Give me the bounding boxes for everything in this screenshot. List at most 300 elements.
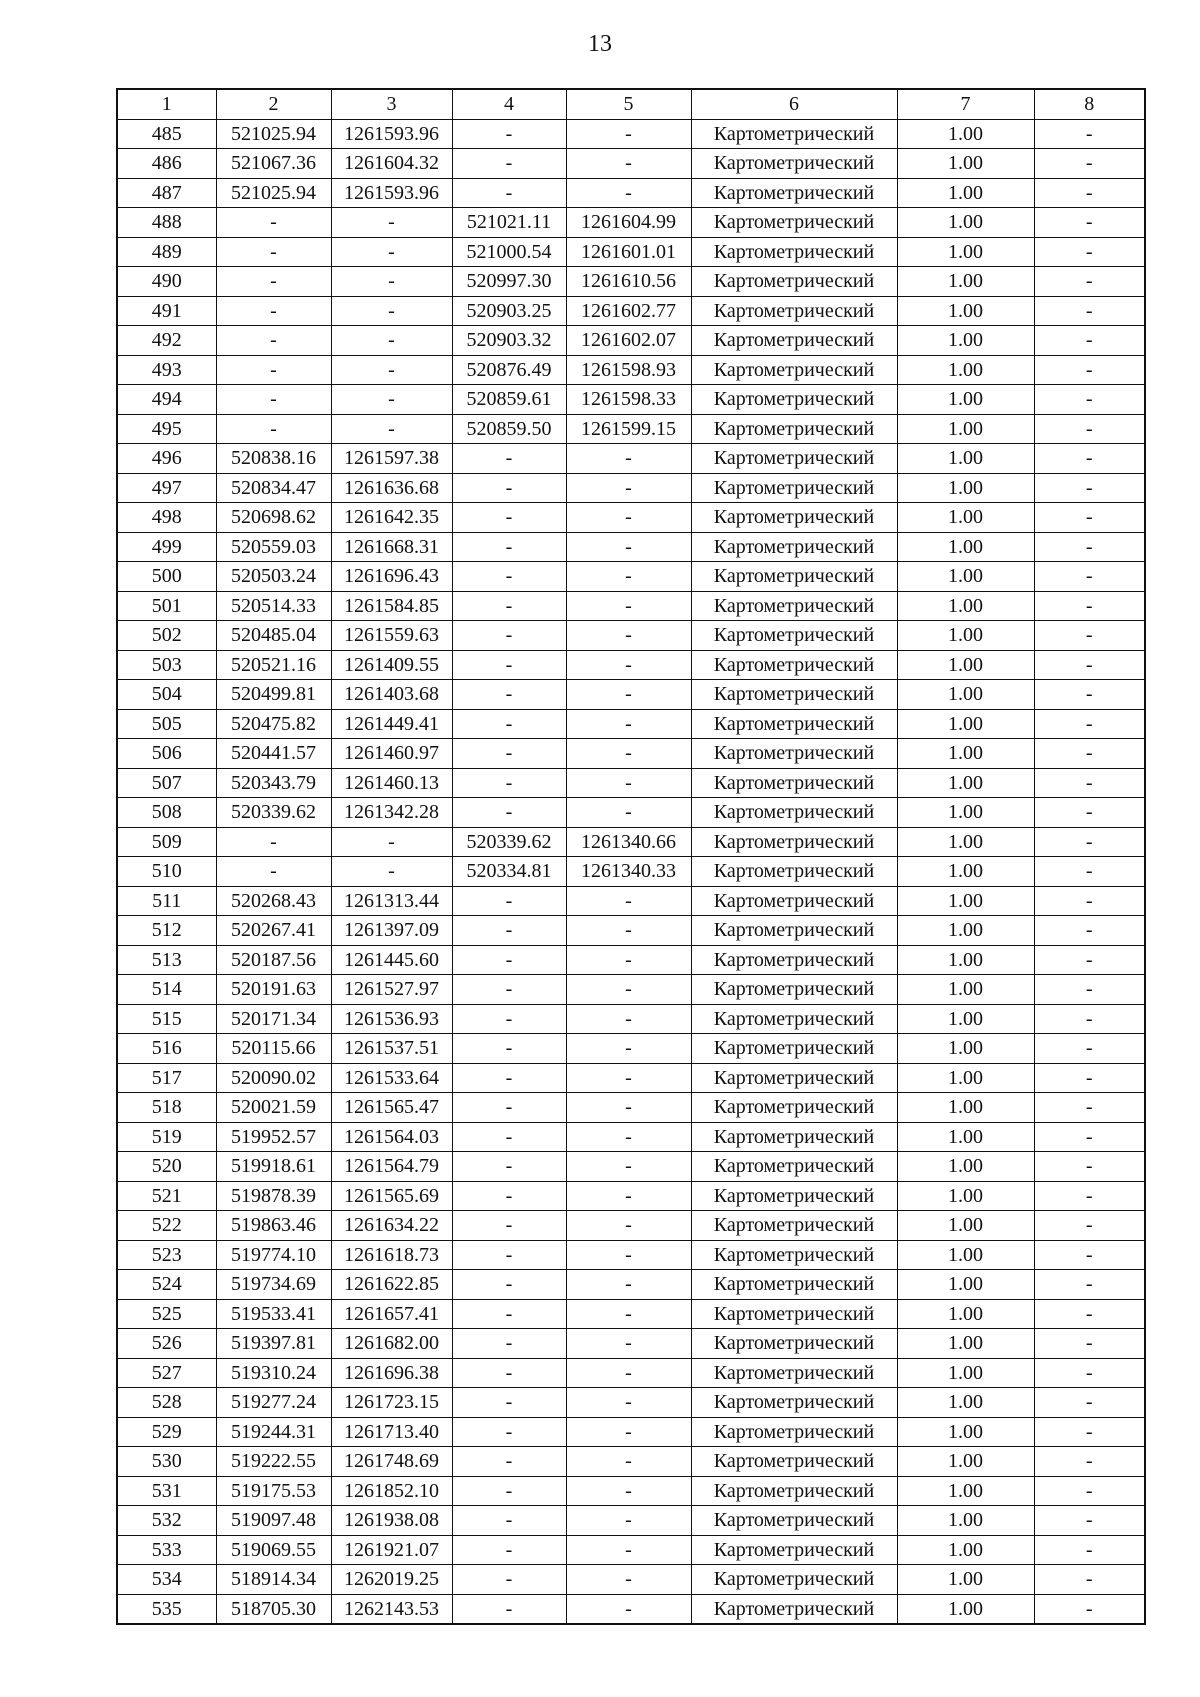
x-cell: 519175.53 [216,1476,331,1506]
y-new-cell: - [566,1535,691,1565]
x-new-cell: 520903.32 [452,326,566,356]
description-cell: - [1034,414,1145,444]
table-row [117,1211,1145,1241]
accuracy-cell: 1.00 [897,1565,1034,1595]
method-cell: Картометрический [691,355,897,385]
method-cell: Картометрический [691,444,897,474]
table-row [117,857,1145,887]
point-number-cell: 495 [117,414,216,444]
description-cell: - [1034,119,1145,149]
point-number-cell: 534 [117,1565,216,1595]
point-number-cell: 502 [117,621,216,651]
y-new-cell: - [566,1417,691,1447]
y-new-cell: - [566,1122,691,1152]
x-cell: 519878.39 [216,1181,331,1211]
y-new-cell: - [566,1506,691,1536]
x-cell: 519277.24 [216,1388,331,1418]
y-cell: 1261748.69 [331,1447,452,1477]
point-number-cell: 518 [117,1093,216,1123]
header-row [117,89,1145,119]
table-row [117,1093,1145,1123]
table-row [117,149,1145,179]
point-number-cell: 501 [117,591,216,621]
method-cell: Картометрический [691,709,897,739]
table-row [117,916,1145,946]
page-number: 13 [588,31,612,57]
description-cell: - [1034,1152,1145,1182]
y-new-cell: 1261610.56 [566,267,691,297]
x-cell: 520698.62 [216,503,331,533]
point-number-cell: 515 [117,1004,216,1034]
point-number-cell: 496 [117,444,216,474]
method-cell: Картометрический [691,1565,897,1595]
x-new-cell: - [452,1565,566,1595]
table-row [117,591,1145,621]
x-cell: 520343.79 [216,768,331,798]
accuracy-cell: 1.00 [897,1122,1034,1152]
description-cell: - [1034,267,1145,297]
table-row [117,326,1145,356]
method-cell: Картометрический [691,1388,897,1418]
table-row [117,1329,1145,1359]
y-new-cell: - [566,916,691,946]
y-cell: 1261593.96 [331,178,452,208]
x-new-cell: - [452,886,566,916]
y-cell: 1261642.35 [331,503,452,533]
table-row [117,1506,1145,1536]
table-row [117,1594,1145,1624]
description-cell: - [1034,621,1145,651]
x-new-cell: - [452,1506,566,1536]
description-cell: - [1034,1388,1145,1418]
y-cell: 1261403.68 [331,680,452,710]
y-cell: 1261713.40 [331,1417,452,1447]
y-cell: 1261527.97 [331,975,452,1005]
description-cell: - [1034,1506,1145,1536]
description-cell: - [1034,1093,1145,1123]
x-cell: - [216,237,331,267]
x-new-cell: 521021.11 [452,208,566,238]
x-new-cell: 520859.50 [452,414,566,444]
x-new-cell: - [452,1594,566,1624]
description-cell: - [1034,385,1145,415]
accuracy-cell: 1.00 [897,503,1034,533]
description-cell: - [1034,1476,1145,1506]
x-new-cell: - [452,1240,566,1270]
table-row [117,178,1145,208]
x-new-cell: - [452,916,566,946]
y-new-cell: - [566,709,691,739]
table-row [117,975,1145,1005]
method-cell: Картометрический [691,857,897,887]
description-cell: - [1034,1181,1145,1211]
method-cell: Картометрический [691,827,897,857]
description-cell: - [1034,1240,1145,1270]
description-cell: - [1034,1447,1145,1477]
method-cell: Картометрический [691,1447,897,1477]
method-cell: Картометрический [691,1240,897,1270]
x-new-cell: - [452,1388,566,1418]
y-new-cell: - [566,149,691,179]
y-new-cell: - [566,1063,691,1093]
x-cell: 519918.61 [216,1152,331,1182]
description-cell: - [1034,503,1145,533]
table-row [117,1417,1145,1447]
method-cell: Картометрический [691,119,897,149]
table-row [117,1447,1145,1477]
table-row [117,267,1145,297]
method-cell: Картометрический [691,562,897,592]
point-number-cell: 493 [117,355,216,385]
accuracy-cell: 1.00 [897,1211,1034,1241]
x-new-cell: - [452,1004,566,1034]
y-cell: 1261668.31 [331,532,452,562]
x-new-cell: - [452,503,566,533]
description-cell: - [1034,208,1145,238]
x-cell: 520441.57 [216,739,331,769]
table-row [117,1004,1145,1034]
point-number-cell: 528 [117,1388,216,1418]
accuracy-cell: 1.00 [897,827,1034,857]
y-cell: 1261584.85 [331,591,452,621]
accuracy-cell: 1.00 [897,591,1034,621]
x-cell: 520090.02 [216,1063,331,1093]
x-new-cell: - [452,1211,566,1241]
accuracy-cell: 1.00 [897,1063,1034,1093]
column-header-6: 6 [691,89,897,119]
point-number-cell: 510 [117,857,216,887]
table-row [117,1388,1145,1418]
x-new-cell: - [452,709,566,739]
y-cell: - [331,414,452,444]
point-number-cell: 508 [117,798,216,828]
accuracy-cell: 1.00 [897,326,1034,356]
point-number-cell: 513 [117,945,216,975]
x-cell: - [216,827,331,857]
x-new-cell: - [452,650,566,680]
accuracy-cell: 1.00 [897,1181,1034,1211]
table-row [117,650,1145,680]
method-cell: Картометрический [691,473,897,503]
y-new-cell: 1261598.33 [566,385,691,415]
y-new-cell: - [566,1447,691,1477]
x-new-cell: - [452,149,566,179]
y-new-cell: - [566,1240,691,1270]
method-cell: Картометрический [691,1034,897,1064]
accuracy-cell: 1.00 [897,149,1034,179]
x-cell: 520838.16 [216,444,331,474]
y-new-cell: - [566,945,691,975]
table-row [117,1122,1145,1152]
accuracy-cell: 1.00 [897,945,1034,975]
coordinates-table [116,88,1146,1625]
accuracy-cell: 1.00 [897,208,1034,238]
x-new-cell: - [452,975,566,1005]
y-cell: 1261696.43 [331,562,452,592]
y-cell: 1261938.08 [331,1506,452,1536]
point-number-cell: 520 [117,1152,216,1182]
x-new-cell: - [452,1417,566,1447]
description-cell: - [1034,1034,1145,1064]
x-new-cell: - [452,1447,566,1477]
table-row [117,886,1145,916]
x-new-cell: - [452,945,566,975]
x-cell: 519533.41 [216,1299,331,1329]
y-cell: - [331,326,452,356]
method-cell: Картометрический [691,237,897,267]
x-cell: 520521.16 [216,650,331,680]
description-cell: - [1034,1594,1145,1624]
table-row [117,355,1145,385]
description-cell: - [1034,1063,1145,1093]
x-new-cell: - [452,1093,566,1123]
point-number-cell: 491 [117,296,216,326]
method-cell: Картометрический [691,739,897,769]
y-new-cell: - [566,591,691,621]
y-cell: 1261533.64 [331,1063,452,1093]
y-new-cell: - [566,1565,691,1595]
y-cell: 1261618.73 [331,1240,452,1270]
method-cell: Картометрический [691,798,897,828]
x-cell: 520514.33 [216,591,331,621]
y-cell: 1261564.03 [331,1122,452,1152]
accuracy-cell: 1.00 [897,1506,1034,1536]
y-new-cell: - [566,739,691,769]
description-cell: - [1034,296,1145,326]
x-new-cell: 520876.49 [452,355,566,385]
y-cell: 1261622.85 [331,1270,452,1300]
x-new-cell: 520859.61 [452,385,566,415]
x-new-cell: - [452,680,566,710]
y-new-cell: 1261602.07 [566,326,691,356]
point-number-cell: 512 [117,916,216,946]
method-cell: Картометрический [691,916,897,946]
point-number-cell: 494 [117,385,216,415]
table-row [117,1565,1145,1595]
method-cell: Картометрический [691,1506,897,1536]
method-cell: Картометрический [691,1004,897,1034]
point-number-cell: 514 [117,975,216,1005]
point-number-cell: 533 [117,1535,216,1565]
method-cell: Картометрический [691,1181,897,1211]
x-new-cell: - [452,532,566,562]
x-new-cell: - [452,1034,566,1064]
x-new-cell: 520997.30 [452,267,566,297]
method-cell: Картометрический [691,1299,897,1329]
y-cell: 1261682.00 [331,1329,452,1359]
x-new-cell: - [452,1270,566,1300]
description-cell: - [1034,473,1145,503]
y-cell: 1261397.09 [331,916,452,946]
y-cell: 1261559.63 [331,621,452,651]
x-new-cell: - [452,1063,566,1093]
description-cell: - [1034,1211,1145,1241]
point-number-cell: 530 [117,1447,216,1477]
y-new-cell: - [566,1476,691,1506]
x-new-cell: - [452,1152,566,1182]
x-cell: - [216,385,331,415]
table-row [117,1535,1145,1565]
y-new-cell: - [566,473,691,503]
description-cell: - [1034,1004,1145,1034]
table-row [117,1270,1145,1300]
x-new-cell: - [452,1535,566,1565]
method-cell: Картометрический [691,680,897,710]
method-cell: Картометрический [691,267,897,297]
accuracy-cell: 1.00 [897,1417,1034,1447]
point-number-cell: 532 [117,1506,216,1536]
description-cell: - [1034,1565,1145,1595]
accuracy-cell: 1.00 [897,385,1034,415]
accuracy-cell: 1.00 [897,1388,1034,1418]
y-new-cell: 1261340.66 [566,827,691,857]
accuracy-cell: 1.00 [897,709,1034,739]
y-new-cell: 1261340.33 [566,857,691,887]
method-cell: Картометрический [691,975,897,1005]
x-new-cell: - [452,1122,566,1152]
point-number-cell: 525 [117,1299,216,1329]
point-number-cell: 517 [117,1063,216,1093]
y-cell: 1262143.53 [331,1594,452,1624]
method-cell: Картометрический [691,768,897,798]
y-cell: 1261696.38 [331,1358,452,1388]
accuracy-cell: 1.00 [897,414,1034,444]
x-cell: 521025.94 [216,119,331,149]
table-row [117,385,1145,415]
x-cell: 520339.62 [216,798,331,828]
table-row [117,473,1145,503]
y-cell: 1261657.41 [331,1299,452,1329]
y-new-cell: - [566,1093,691,1123]
description-cell: - [1034,827,1145,857]
method-cell: Картометрический [691,1476,897,1506]
method-cell: Картометрический [691,178,897,208]
description-cell: - [1034,916,1145,946]
point-number-cell: 492 [117,326,216,356]
point-number-cell: 523 [117,1240,216,1270]
y-new-cell: - [566,798,691,828]
table-row [117,532,1145,562]
table-row [117,1240,1145,1270]
table-row [117,1476,1145,1506]
y-cell: 1261921.07 [331,1535,452,1565]
y-new-cell: - [566,975,691,1005]
x-cell: 521025.94 [216,178,331,208]
method-cell: Картометрический [691,1211,897,1241]
y-new-cell: - [566,680,691,710]
x-cell: 520021.59 [216,1093,331,1123]
x-cell: 518705.30 [216,1594,331,1624]
y-new-cell: - [566,562,691,592]
accuracy-cell: 1.00 [897,650,1034,680]
y-cell: - [331,385,452,415]
accuracy-cell: 1.00 [897,1034,1034,1064]
x-new-cell: - [452,621,566,651]
y-cell: 1261565.69 [331,1181,452,1211]
x-cell: 519952.57 [216,1122,331,1152]
description-cell: - [1034,945,1145,975]
point-number-cell: 499 [117,532,216,562]
x-new-cell: - [452,1476,566,1506]
x-new-cell: - [452,739,566,769]
method-cell: Картометрический [691,945,897,975]
accuracy-cell: 1.00 [897,916,1034,946]
y-new-cell: - [566,1034,691,1064]
point-number-cell: 490 [117,267,216,297]
point-number-cell: 506 [117,739,216,769]
x-new-cell: - [452,178,566,208]
y-new-cell: - [566,119,691,149]
accuracy-cell: 1.00 [897,739,1034,769]
x-new-cell: - [452,119,566,149]
y-new-cell: 1261601.01 [566,237,691,267]
accuracy-cell: 1.00 [897,975,1034,1005]
table-row [117,296,1145,326]
column-header-4: 4 [452,89,566,119]
y-new-cell: - [566,886,691,916]
point-number-cell: 489 [117,237,216,267]
method-cell: Картометрический [691,650,897,680]
method-cell: Картометрический [691,149,897,179]
x-new-cell: - [452,562,566,592]
table-row [117,798,1145,828]
accuracy-cell: 1.00 [897,119,1034,149]
method-cell: Картометрический [691,886,897,916]
x-cell: 519097.48 [216,1506,331,1536]
table-row [117,414,1145,444]
accuracy-cell: 1.00 [897,1594,1034,1624]
y-new-cell: - [566,1388,691,1418]
description-cell: - [1034,975,1145,1005]
accuracy-cell: 1.00 [897,1329,1034,1359]
x-new-cell: - [452,1329,566,1359]
method-cell: Картометрический [691,591,897,621]
x-cell: 520475.82 [216,709,331,739]
method-cell: Картометрический [691,503,897,533]
description-cell: - [1034,650,1145,680]
y-new-cell: - [566,768,691,798]
accuracy-cell: 1.00 [897,1447,1034,1477]
x-cell: 519310.24 [216,1358,331,1388]
table-row [117,1034,1145,1064]
table-row [117,119,1145,149]
x-cell: - [216,355,331,385]
y-new-cell: - [566,1181,691,1211]
method-cell: Картометрический [691,1535,897,1565]
y-cell: 1261449.41 [331,709,452,739]
accuracy-cell: 1.00 [897,562,1034,592]
point-number-cell: 503 [117,650,216,680]
table-row [117,621,1145,651]
description-cell: - [1034,149,1145,179]
y-cell: - [331,237,452,267]
y-cell: 1261537.51 [331,1034,452,1064]
accuracy-cell: 1.00 [897,886,1034,916]
description-cell: - [1034,178,1145,208]
point-number-cell: 485 [117,119,216,149]
method-cell: Картометрический [691,414,897,444]
y-cell: - [331,355,452,385]
x-cell: 519222.55 [216,1447,331,1477]
y-cell: 1261593.96 [331,119,452,149]
x-cell: 520268.43 [216,886,331,916]
accuracy-cell: 1.00 [897,798,1034,828]
accuracy-cell: 1.00 [897,680,1034,710]
x-cell: 520503.24 [216,562,331,592]
y-new-cell: - [566,532,691,562]
table-row [117,680,1145,710]
x-cell: 519397.81 [216,1329,331,1359]
